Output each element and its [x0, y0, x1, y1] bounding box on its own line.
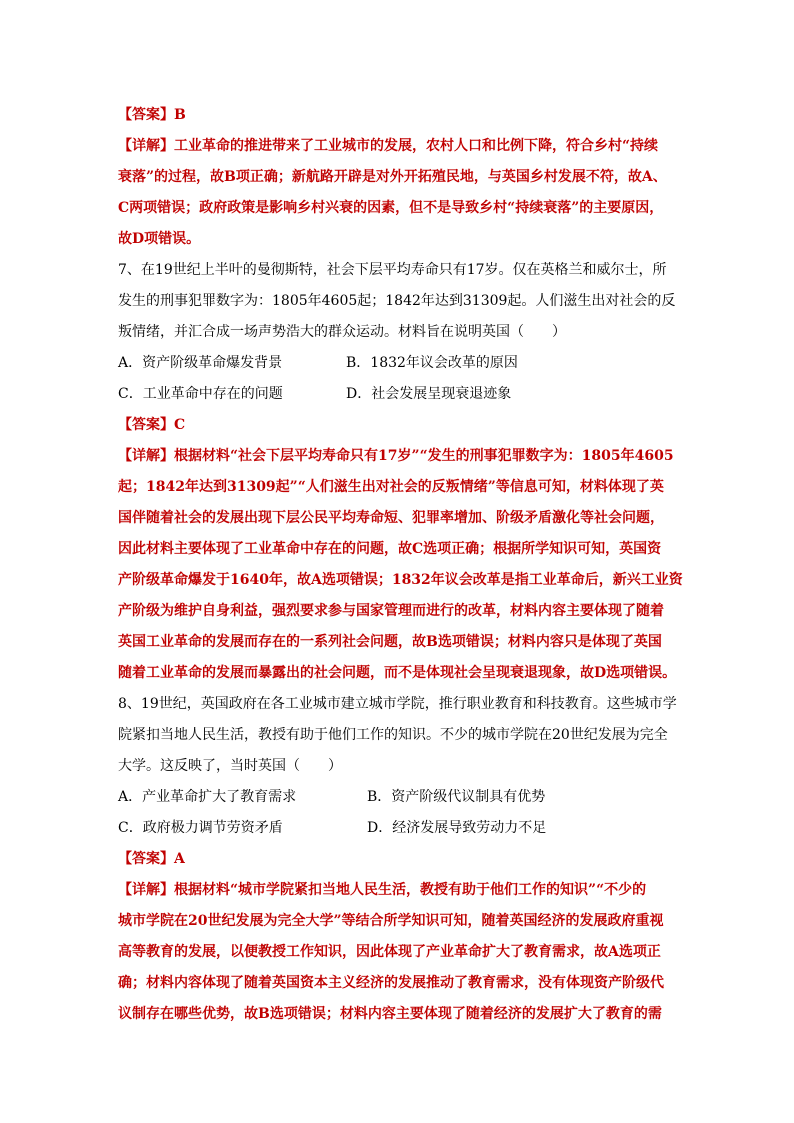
q8-option-d: D．经济发展导致劳动力不足 [367, 820, 547, 836]
q8-options-row-1 [118, 782, 680, 813]
q8-stem-line-1: 8、19世纪，英国政府在各工业城市建立城市学院，推行职业教育和科技教育。这些城市学 [118, 696, 677, 712]
q8-detail-line-5: 议制存在哪些优势，故B选项错误；材料内容主要体现了随着经济的发展扩大了教育的需 [118, 1006, 662, 1022]
q8-options-row-2 [118, 813, 680, 844]
q7-option-c: C．工业革命中存在的问题 [118, 386, 283, 402]
q7-detail-line-4: 因此材料主要体现了工业革命中存在的问题，故C选项正确；根据所学知识可知，英国资 [118, 541, 662, 557]
detail-label: 【详解】 [118, 138, 174, 154]
q8-stem-line-3: 大学。这反映了，当时英国（ ） [118, 758, 342, 774]
q7-detail-line-2: 起；1842年达到31309起”“人们滋生出对社会的反叛情绪”等信息可知，材料体现了英 [118, 479, 664, 495]
document-page [118, 100, 683, 1030]
q6-answer [118, 100, 680, 131]
q7-option-b: B．1832年议会改革的原因 [346, 355, 518, 371]
q6-detail-line-2: 衰落”的过程，故B项正确；新航路开辟是对外开拓殖民地，与英国乡村发展不符，故A、 [118, 169, 667, 185]
q7-stem-line-2: 发生的刑事犯罪数字为：1805年4605起；1842年达到31309起。人们滋生出对社会的反 [118, 293, 676, 309]
q7-detail-line-7: 英国工业革命的发展而存在的一系列社会问题，故B选项错误；材料内容只是体现了英国 [118, 634, 662, 650]
q7-detail-line-3: 国伴随着社会的发展出现下层公民平均寿命短、犯罪率增加、阶级矛盾激化等社会问题， [118, 510, 664, 526]
q8-answer [118, 844, 680, 875]
q7-options-row-2 [118, 379, 680, 410]
answer-value: A [174, 851, 185, 867]
q8-stem-line-2: 院紧扣当地人民生活，教授有助于他们工作的知识。不少的城市学院在20世纪发展为完全 [118, 727, 668, 743]
q6-detail-line-3: C两项错误；政府政策是影响乡村兴衰的因素，但不是导致乡村“持续衰落”的主要原因， [118, 200, 664, 216]
q7-detail-line-5: 产阶级革命爆发于1640年，故A选项错误；1832年议会改革是指工业革命后，新兴工业资 [118, 572, 683, 588]
answer-value: C [174, 417, 186, 433]
q7-answer [118, 410, 680, 441]
answer-label: 【答案】 [118, 417, 174, 433]
q7-stem-line-3: 叛情绪，并汇合成一场声势浩大的群众运动。材料旨在说明英国（ ） [118, 324, 566, 340]
q8-option-a: A．产业革命扩大了教育需求 [118, 789, 297, 805]
q8-detail-line-3: 高等教育的发展，以便教授工作知识，因此体现了产业革命扩大了教育需求，故A选项正 [118, 944, 661, 960]
answer-label: 【答案】 [118, 107, 174, 123]
q8-detail-line-2: 城市学院在20世纪发展为完全大学”等结合所学知识可知，随着英国经济的发展政府重视 [118, 913, 664, 929]
q8-detail-line-4: 确；材料内容体现了随着英国资本主义经济的发展推动了教育需求，没有体现资产阶级代 [118, 975, 664, 991]
q7-detail-line-6: 产阶级为维护自身利益，强烈要求参与国家管理而进行的改革，材料内容主要体现了随着 [118, 603, 664, 619]
q7-stem-line-1: 7、在19世纪上半叶的曼彻斯特，社会下层平均寿命只有17岁。仅在英格兰和威尔士，所 [118, 262, 667, 278]
answer-value: B [174, 107, 186, 123]
answer-label: 【答案】 [118, 851, 174, 867]
q6-detail-line-4: 故D项错误。 [118, 231, 201, 247]
q8-detail-line-1: 【详解】根据材料“城市学院紧扣当地人民生活，教授有助于他们工作的知识”“不少的 [118, 882, 647, 898]
detail-label: 【详解】 [118, 882, 174, 898]
q7-detail-line-8: 随着工业革命的发展而暴露出的社会问题，而不是体现社会呈现衰退现象，故D选项错误。 [118, 665, 677, 681]
q6-detail-line-1: 【详解】工业革命的推进带来了工业城市的发展，农村人口和比例下降，符合乡村“持续 [118, 138, 659, 154]
detail-label: 【详解】 [118, 448, 174, 464]
q8-option-b: B．资产阶级代议制具有优势 [367, 789, 546, 805]
q7-option-a: A．资产阶级革命爆发背景 [118, 355, 283, 371]
q7-detail-line-1: 【详解】根据材料“社会下层平均寿命只有17岁”“发生的刑事犯罪数字为：1805年4605 [118, 448, 674, 464]
q7-option-d: D．社会发展呈现衰退迹象 [346, 386, 512, 402]
q7-options-row-1 [118, 348, 680, 379]
q8-option-c: C．政府极力调节劳资矛盾 [118, 820, 283, 836]
